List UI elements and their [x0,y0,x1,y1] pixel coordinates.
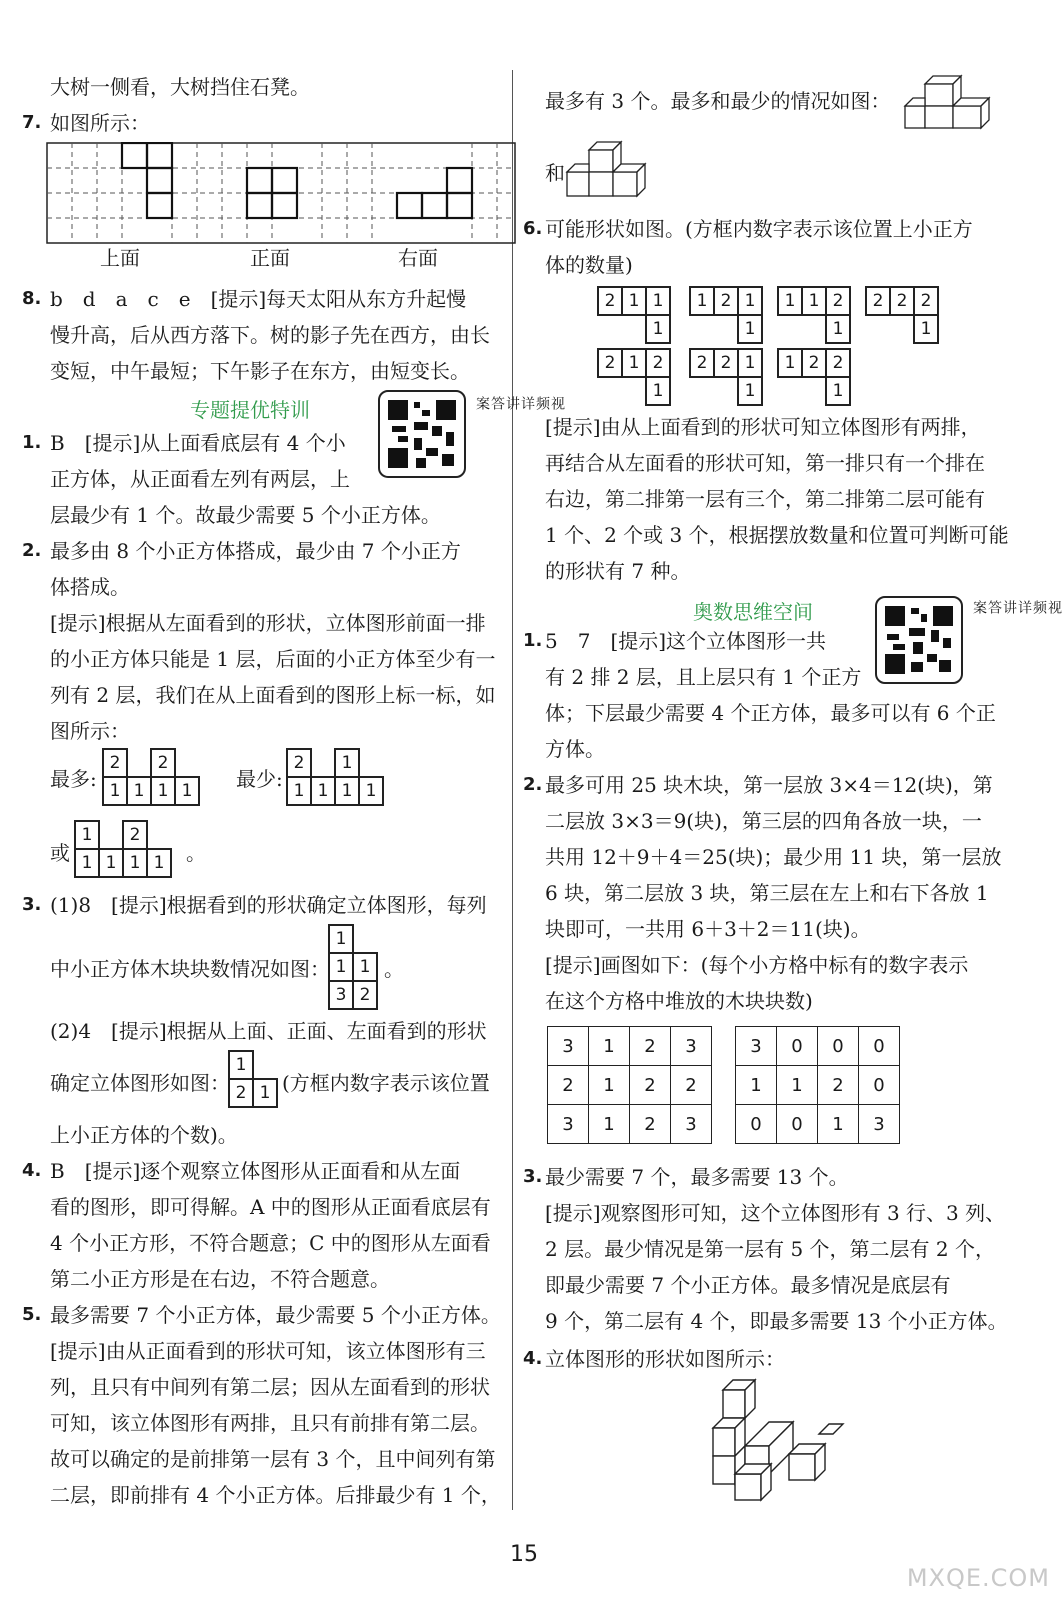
grid-cell: 2 [826,287,850,315]
text-line: 1 个、2 个或 3 个，根据摆放数量和位置可判断可能 [545,523,1009,547]
text-line: 立体图形的形状如图所示： [545,1347,785,1371]
label-least: 最少: [236,767,283,791]
grid-cell: 1 [253,1079,277,1107]
grid-cell: 1 [287,777,311,805]
grid-cell-empty [127,749,151,777]
block-count-grid-least [735,1026,900,1144]
text-line: 图所示： [50,719,130,743]
grid-least [286,748,384,806]
grid-cell: 0 [777,1027,818,1066]
grid-cell: 2 [802,349,826,377]
grid-cell: 1 [127,777,151,805]
grid-cell: 2 [818,1066,859,1105]
grid-cell: 3 [736,1027,777,1066]
grid-cell: 1 [335,749,359,777]
grid-cell: 2 [103,749,127,777]
text-line: 6 块，第二层放 3 块，第三层在左上和右下各放 1 [545,881,989,905]
text-line: [提示]画图如下：(每个小方格中标有的数字表示 [545,953,969,977]
grid-cell: 2 [914,287,938,315]
question-number: 1. [523,630,543,651]
question-number: 3. [22,894,42,915]
grid-cell: 0 [777,1105,818,1144]
grid-cell: 1 [646,377,670,405]
text-line: 如图所示： [50,111,150,135]
question-number: 2. [22,540,42,561]
question-number: 7. [22,112,42,133]
text-line: 最多有 3 个。最多和最少的情况如图： [545,89,891,113]
text-line: 体的数量) [545,253,633,277]
grid-cell: 2 [548,1066,589,1105]
text-line: B [提示]从上面看底层有 4 个小 [50,431,346,455]
block-count-grid-most [547,1026,712,1144]
grid-cell-empty [147,821,171,849]
text-line: 块即可，一共用 6＋3＋2＝11(块)。 [545,917,871,941]
text-line: 右边，第二排第一层有三个，第二排第二层可能有 [545,487,985,511]
grid-or [74,820,172,878]
text-line: 看的图形，即可得解。A 中的图形从正面看底层有 [50,1195,491,1219]
text-line: b d a c e [提示]每天太阳从东方升起慢 [50,287,467,311]
label-top-view: 上面 [100,246,140,270]
grid-cell: 3 [859,1105,900,1144]
question-number: 5. [22,1304,42,1325]
grid-cell: 1 [738,287,762,315]
grid-cell: 2 [151,749,175,777]
grid-cell: 2 [714,287,738,315]
grid-cell: 1 [736,1066,777,1105]
grid-cell-empty [359,749,383,777]
grid-cell: 1 [778,349,802,377]
grid-cell: 1 [622,349,646,377]
grid-cell: 1 [589,1027,630,1066]
grid-cell: 2 [287,749,311,777]
text-line: 故可以确定的是前排第一层有 3 个，且中间列有第 [50,1447,496,1471]
text-line: 确定立体图形如图： [50,1071,230,1095]
grid-cell: 1 [646,287,670,315]
grid-cell-empty [866,315,890,343]
text-line: 共用 12＋9＋4＝25(块)；最少用 11 块，第一层放 [545,845,1002,869]
text-line: 体；下层最少需要 4 个正方体，最多可以有 6 个正 [545,701,996,725]
grid-cell: 1 [311,777,335,805]
grid-cell: 3 [671,1027,712,1066]
grid-cell: 2 [598,287,622,315]
qr-label: 视频详讲答案 [474,396,565,410]
page-number: 15 [510,1542,538,1567]
grid-cell: 1 [738,377,762,405]
grid-cell-empty [802,377,826,405]
grid-cell: 2 [890,287,914,315]
shape-grid-3 [777,286,851,344]
text-line: 列有 2 层，我们在从上面看到的图形上标一标，如 [50,683,496,707]
grid-cell: 3 [671,1105,712,1144]
text-line: 在这个方格中堆放的木块块数) [545,989,813,1013]
watermark: MXQE.COM [906,1564,1050,1592]
grid-cell-empty [690,377,714,405]
text-line: [提示]根据从左面看到的形状，立体图形前面一排 [50,611,486,635]
grid-cell: 1 [75,849,99,877]
grid-cell: 1 [229,1051,253,1079]
grid-cell: 1 [123,849,147,877]
text-line: 的形状有 7 种。 [545,559,691,583]
grid-cell-empty [253,1051,277,1079]
grid-cell: 1 [777,1066,818,1105]
text-line: 的小正方体只能是 1 层，后面的小正方体至少有一 [50,647,496,671]
text-line: (方框内数字表示该位置 [282,1071,490,1095]
qr-code-icon[interactable] [378,390,466,478]
grid-cell: 3 [548,1105,589,1144]
grid-cell: 2 [123,821,147,849]
question-number: 6. [523,218,543,239]
text-line: 变短，中午最短；下午影子在东方，由短变长。 [50,359,470,383]
grid-cell: 1 [738,349,762,377]
grid-cell: 1 [778,287,802,315]
text-line: 可知，该立体图形有两排，且只有前排有第二层。 [50,1411,490,1435]
text-line: 9 个，第二层有 4 个，即最多需要 13 个小正方体。 [545,1309,1008,1333]
grid-cell: 1 [359,777,383,805]
text-line: 和 [545,161,565,185]
shape-grid-4 [865,286,939,344]
text-line: [提示]观察图形可知，这个立体图形有 3 行、3 列、 [545,1201,1006,1225]
text-line: 方体。 [545,737,605,761]
shape-grid-5 [597,348,671,406]
grid-cell: 0 [859,1066,900,1105]
text-line: 正方体，从正面看左列有两层，上 [50,467,350,491]
text-line: [提示]由从上面看到的形状可知立体图形有两排， [545,415,981,439]
grid-cell: 0 [859,1027,900,1066]
grid-cell-empty [714,377,738,405]
grid-cell: 0 [818,1027,859,1066]
section-heading: 奥数思维空间 [693,600,813,624]
grid-cell: 1 [646,315,670,343]
question-number: 1. [22,432,42,453]
text-line: 二层放 3×3＝9(块)，第三层的四角各放一块，一 [545,809,982,833]
text-line: 慢升高，后从西方落下。树的影子先在西方，由长 [50,323,490,347]
text-line: 中小正方体木块块数情况如图： [50,957,330,981]
grid-cell: 0 [736,1105,777,1144]
grid-cell: 1 [175,777,199,805]
grid-cell-empty [778,377,802,405]
grid-cell: 2 [646,349,670,377]
text-line: (1)8 [提示]根据看到的形状确定立体图形，每列 [50,893,487,917]
grid-cell: 1 [826,377,850,405]
punctuation: 。 [384,957,404,981]
grid-cell: 2 [630,1027,671,1066]
text-line: 列，且只有中间列有第二层；因从左面看到的形状 [50,1375,490,1399]
qr-label: 视频详讲答案 [971,600,1062,614]
shape-grid-1 [597,286,671,344]
text-line: 再结合从左面看的形状可知，第一排只有一个排在 [545,451,985,475]
text-line: (2)4 [提示]根据从上面、正面、左面看到的形状 [50,1019,487,1043]
grid-cell-empty [622,315,646,343]
grid-cell: 1 [151,777,175,805]
grid-cell-empty [690,315,714,343]
text-line: 最多需要 7 个小正方体，最少需要 5 个小正方体。 [50,1303,501,1327]
grid-cell: 1 [690,287,714,315]
column-divider [512,70,513,1510]
shape-grid-6 [689,348,763,406]
grid-cell: 1 [622,287,646,315]
question-number: 4. [22,1160,42,1181]
grid-cell: 1 [329,925,353,953]
grid-cell: 2 [630,1066,671,1105]
text-line: B [提示]逐个观察立体图形从正面看和从左面 [50,1159,461,1183]
grid-q3-2 [228,1050,278,1108]
grid-cell-empty [890,315,914,343]
grid-cell: 1 [147,849,171,877]
text-line: 大树一侧看，大树挡住石凳。 [50,75,310,99]
question-number: 2. [523,774,543,795]
grid-cell: 1 [589,1066,630,1105]
grid-q3-1 [328,924,378,1010]
text-line: 5 7 [提示]这个立体图形一共 [545,629,827,653]
shape-grid-2 [689,286,763,344]
question-number: 3. [523,1166,543,1187]
label-right-view: 右面 [398,246,438,270]
grid-cell: 1 [818,1105,859,1144]
grid-cell: 2 [229,1079,253,1107]
grid-cell-empty [598,315,622,343]
qr-code-icon[interactable] [875,596,963,684]
grid-cell-empty [622,377,646,405]
grid-cell-empty [353,925,377,953]
label-most: 最多: [50,767,97,791]
grid-cell-empty [778,315,802,343]
grid-cell-empty [598,377,622,405]
text-line: 层最少有 1 个。故最少需要 5 个小正方体。 [50,503,441,527]
grid-cell: 1 [99,849,123,877]
grid-cell: 2 [690,349,714,377]
grid-cell-empty [99,821,123,849]
grid-cell: 3 [548,1027,589,1066]
grid-most [102,748,200,806]
grid-cell: 2 [714,349,738,377]
text-line: 第二小正方形是在右边，不符合题意。 [50,1267,390,1291]
shape-grid-7 [777,348,851,406]
grid-cell-empty [175,749,199,777]
grid-cell-empty [714,315,738,343]
text-line: 即最少需要 7 个小正方体。最多情况是底层有 [545,1273,951,1297]
label-or: 或 [50,841,70,865]
grid-cell: 2 [826,349,850,377]
grid-cell: 1 [826,315,850,343]
grid-cell-empty [802,315,826,343]
question-number: 8. [22,288,42,309]
text-line: [提示]由从正面看到的形状可知，该立体图形有三 [50,1339,486,1363]
section-heading: 专题提优特训 [190,398,310,422]
grid-cell: 2 [671,1066,712,1105]
grid-cell: 2 [866,287,890,315]
text-line: 最少需要 7 个，最多需要 13 个。 [545,1165,849,1189]
grid-cell: 1 [353,953,377,981]
text-line: 上小正方体的个数)。 [50,1123,238,1147]
grid-cell-empty [311,749,335,777]
text-line: 可能形状如图。(方框内数字表示该位置上小正方 [545,217,973,241]
grid-cell: 1 [75,821,99,849]
grid-cell: 1 [329,953,353,981]
text-line: 4 个小正方形，不符合题意；C 中的图形从左面看 [50,1231,491,1255]
cube-stack-figure-least [565,138,665,204]
grid-cell: 2 [630,1105,671,1144]
question-number: 4. [523,1348,543,1369]
text-line: 有 2 排 2 层，且上层只有 1 个正方 [545,665,862,689]
text-line: 2 层。最少情况是第一层有 5 个，第二层有 2 个， [545,1237,995,1261]
grid-cell: 1 [914,315,938,343]
label-front-view: 正面 [250,246,290,270]
text-line: 最多可用 25 块木块，第一层放 3×4＝12(块)，第 [545,773,993,797]
grid-cell: 2 [353,981,377,1009]
grid-cell: 1 [738,315,762,343]
grid-cell: 1 [589,1105,630,1144]
grid-cell: 1 [802,287,826,315]
punctuation: 。 [186,841,206,865]
grid-cell: 1 [103,777,127,805]
grid-cell: 3 [329,981,353,1009]
grid-cell: 2 [598,349,622,377]
text-line: 体搭成。 [50,575,130,599]
text-line: 二层，即前排有 4 个小正方体。后排最少有 1 个， [50,1483,501,1507]
text-line: 最多由 8 个小正方体搭成，最少由 7 个小正方 [50,539,461,563]
solid-figure [709,1378,845,1512]
grid-cell: 1 [335,777,359,805]
cube-stack-figure-most [903,66,1003,130]
